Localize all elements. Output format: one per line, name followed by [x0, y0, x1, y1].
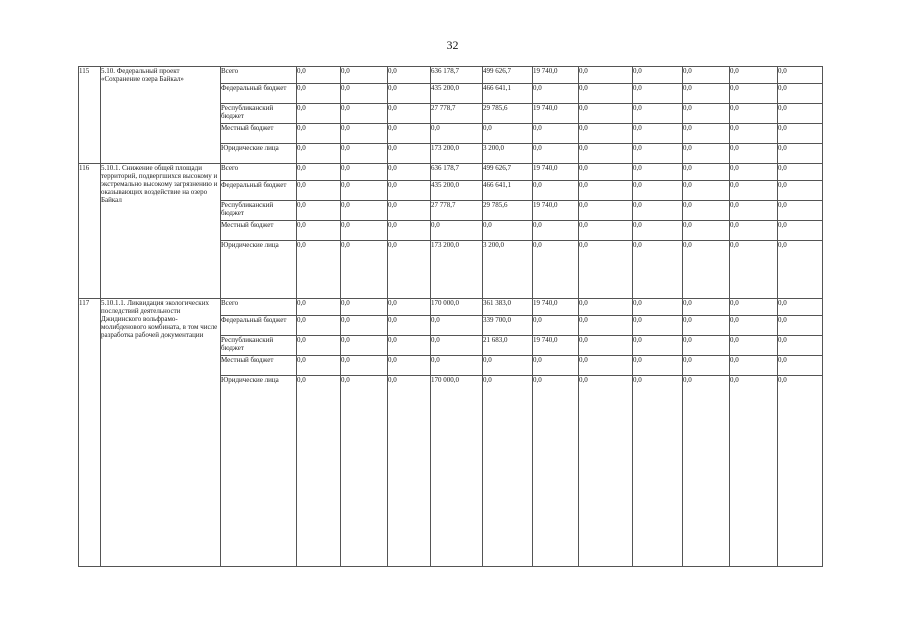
value-cell: 19 740,0 [533, 201, 579, 221]
value-cell: 0,0 [388, 104, 431, 124]
value-cell: 0,0 [483, 356, 533, 376]
value-cell: 0,0 [778, 181, 823, 201]
value-cell: 0,0 [483, 221, 533, 241]
value-cell: 0,0 [683, 104, 730, 124]
value-cell: 0,0 [633, 299, 683, 316]
value-cell: 0,0 [297, 84, 341, 104]
value-cell: 0,0 [341, 181, 388, 201]
value-cell: 0,0 [633, 144, 683, 164]
value-cell: 0,0 [683, 201, 730, 221]
value-cell: 361 383,0 [483, 299, 533, 316]
table-row [79, 67, 823, 84]
value-cell: 0,0 [730, 221, 778, 241]
row-number: 115 [79, 67, 101, 164]
funding-source: Юридические лица [221, 241, 297, 299]
value-cell: 0,0 [388, 181, 431, 201]
value-cell: 3 200,0 [483, 241, 533, 299]
value-cell: 0,0 [579, 67, 633, 84]
funding-source: Федеральный бюджет [221, 316, 297, 336]
value-cell: 0,0 [388, 356, 431, 376]
funding-source: Юридические лица [221, 144, 297, 164]
value-cell: 0,0 [297, 201, 341, 221]
value-cell: 0,0 [633, 104, 683, 124]
value-cell: 173 200,0 [431, 241, 483, 299]
value-cell: 0,0 [633, 164, 683, 181]
value-cell: 0,0 [778, 221, 823, 241]
value-cell: 0,0 [579, 221, 633, 241]
activity-name: 5.10.1. Снижение общей площади территорий, подвергшихся высокому и экстремально высокому загрязнению и оказывающих воздействие на озеро Байкал [101, 164, 221, 299]
value-cell: 636 178,7 [431, 164, 483, 181]
value-cell: 0,0 [341, 67, 388, 84]
value-cell: 0,0 [579, 144, 633, 164]
value-cell: 0,0 [730, 84, 778, 104]
value-cell: 0,0 [388, 299, 431, 316]
value-cell: 0,0 [683, 376, 730, 567]
value-cell: 0,0 [579, 376, 633, 567]
funding-source: Федеральный бюджет [221, 84, 297, 104]
value-cell: 0,0 [533, 144, 579, 164]
funding-source: Республиканский бюджет [221, 336, 297, 356]
value-cell: 0,0 [341, 144, 388, 164]
value-cell: 0,0 [297, 164, 341, 181]
value-cell: 0,0 [633, 336, 683, 356]
value-cell: 0,0 [579, 241, 633, 299]
value-cell: 0,0 [533, 376, 579, 567]
value-cell: 0,0 [778, 356, 823, 376]
value-cell: 0,0 [633, 84, 683, 104]
value-cell: 0,0 [730, 376, 778, 567]
value-cell: 0,0 [579, 84, 633, 104]
value-cell: 173 200,0 [431, 144, 483, 164]
value-cell: 0,0 [533, 241, 579, 299]
value-cell: 21 683,0 [483, 336, 533, 356]
value-cell: 0,0 [730, 356, 778, 376]
value-cell: 0,0 [297, 376, 341, 567]
value-cell: 0,0 [297, 67, 341, 84]
value-cell: 0,0 [633, 316, 683, 336]
value-cell: 0,0 [431, 316, 483, 336]
value-cell: 0,0 [683, 84, 730, 104]
value-cell: 0,0 [533, 356, 579, 376]
value-cell: 0,0 [341, 356, 388, 376]
value-cell: 170 000,0 [431, 299, 483, 316]
value-cell: 0,0 [778, 201, 823, 221]
value-cell: 0,0 [297, 221, 341, 241]
value-cell: 0,0 [579, 124, 633, 144]
value-cell: 0,0 [388, 221, 431, 241]
table-row [79, 299, 823, 316]
value-cell: 0,0 [388, 376, 431, 567]
value-cell: 0,0 [730, 299, 778, 316]
value-cell: 339 700,0 [483, 316, 533, 336]
value-cell: 0,0 [297, 336, 341, 356]
value-cell: 435 200,0 [431, 181, 483, 201]
value-cell: 0,0 [341, 221, 388, 241]
value-cell: 0,0 [778, 376, 823, 567]
value-cell: 0,0 [730, 104, 778, 124]
value-cell: 0,0 [533, 181, 579, 201]
value-cell: 0,0 [778, 164, 823, 181]
value-cell: 0,0 [778, 104, 823, 124]
value-cell: 0,0 [388, 124, 431, 144]
value-cell: 0,0 [297, 316, 341, 336]
value-cell: 0,0 [533, 84, 579, 104]
value-cell: 0,0 [633, 376, 683, 567]
value-cell: 0,0 [683, 221, 730, 241]
funding-source: Местный бюджет [221, 356, 297, 376]
value-cell: 466 641,1 [483, 181, 533, 201]
value-cell: 0,0 [683, 356, 730, 376]
value-cell: 0,0 [579, 201, 633, 221]
value-cell: 19 740,0 [533, 336, 579, 356]
value-cell: 499 626,7 [483, 67, 533, 84]
value-cell: 0,0 [683, 67, 730, 84]
value-cell: 0,0 [341, 316, 388, 336]
row-number: 116 [79, 164, 101, 299]
value-cell: 0,0 [297, 124, 341, 144]
value-cell: 0,0 [683, 241, 730, 299]
value-cell: 19 740,0 [533, 299, 579, 316]
table-row [79, 164, 823, 181]
value-cell: 0,0 [730, 316, 778, 336]
value-cell: 0,0 [341, 336, 388, 356]
value-cell: 0,0 [683, 164, 730, 181]
funding-source: Всего [221, 299, 297, 316]
funding-source: Федеральный бюджет [221, 181, 297, 201]
funding-source: Местный бюджет [221, 221, 297, 241]
activity-name: 5.10.1.1. Ликвидация экологических последствий деятельности Джидинского вольфрамо-молибденового комбината, в том числе разработка рабочей документации [101, 299, 221, 567]
value-cell: 0,0 [730, 144, 778, 164]
funding-source: Местный бюджет [221, 124, 297, 144]
value-cell: 0,0 [633, 356, 683, 376]
value-cell: 0,0 [388, 67, 431, 84]
value-cell: 0,0 [297, 104, 341, 124]
row-number: 117 [79, 299, 101, 567]
value-cell: 0,0 [778, 84, 823, 104]
value-cell: 0,0 [730, 124, 778, 144]
value-cell: 0,0 [431, 221, 483, 241]
funding-source: Республиканский бюджет [221, 104, 297, 124]
value-cell: 0,0 [579, 181, 633, 201]
page-number: 32 [446, 38, 459, 52]
value-cell: 0,0 [730, 201, 778, 221]
value-cell: 0,0 [341, 299, 388, 316]
value-cell: 0,0 [579, 316, 633, 336]
value-cell: 19 740,0 [533, 164, 579, 181]
value-cell: 0,0 [388, 201, 431, 221]
funding-source: Республиканский бюджет [221, 201, 297, 221]
value-cell: 499 626,7 [483, 164, 533, 181]
value-cell: 0,0 [388, 316, 431, 336]
value-cell: 0,0 [533, 316, 579, 336]
value-cell: 0,0 [778, 299, 823, 316]
value-cell: 0,0 [633, 67, 683, 84]
value-cell: 29 785,6 [483, 104, 533, 124]
value-cell: 0,0 [388, 241, 431, 299]
value-cell: 0,0 [431, 124, 483, 144]
value-cell: 0,0 [341, 376, 388, 567]
value-cell: 0,0 [297, 299, 341, 316]
value-cell: 0,0 [778, 336, 823, 356]
value-cell: 0,0 [633, 181, 683, 201]
value-cell: 0,0 [483, 124, 533, 144]
value-cell: 0,0 [341, 164, 388, 181]
value-cell: 0,0 [778, 124, 823, 144]
value-cell: 0,0 [579, 164, 633, 181]
value-cell: 27 778,7 [431, 201, 483, 221]
funding-source: Всего [221, 67, 297, 84]
value-cell: 0,0 [579, 336, 633, 356]
funding-source: Юридические лица [221, 376, 297, 567]
value-cell: 0,0 [297, 181, 341, 201]
value-cell: 0,0 [730, 67, 778, 84]
value-cell: 636 178,7 [431, 67, 483, 84]
value-cell: 0,0 [579, 299, 633, 316]
value-cell: 0,0 [778, 67, 823, 84]
value-cell: 0,0 [730, 336, 778, 356]
value-cell: 0,0 [533, 124, 579, 144]
value-cell: 0,0 [633, 201, 683, 221]
value-cell: 0,0 [388, 336, 431, 356]
value-cell: 0,0 [297, 241, 341, 299]
budget-table [78, 66, 823, 567]
value-cell: 0,0 [388, 84, 431, 104]
value-cell: 0,0 [730, 241, 778, 299]
value-cell: 0,0 [579, 104, 633, 124]
value-cell: 0,0 [778, 144, 823, 164]
value-cell: 19 740,0 [533, 104, 579, 124]
value-cell: 0,0 [533, 221, 579, 241]
value-cell: 0,0 [730, 164, 778, 181]
value-cell: 170 000,0 [431, 376, 483, 567]
value-cell: 0,0 [683, 181, 730, 201]
value-cell: 0,0 [431, 336, 483, 356]
value-cell: 0,0 [683, 299, 730, 316]
value-cell: 0,0 [388, 164, 431, 181]
value-cell: 0,0 [778, 316, 823, 336]
value-cell: 0,0 [297, 356, 341, 376]
value-cell: 0,0 [778, 241, 823, 299]
value-cell: 435 200,0 [431, 84, 483, 104]
value-cell: 0,0 [683, 316, 730, 336]
value-cell: 0,0 [341, 104, 388, 124]
value-cell: 0,0 [730, 181, 778, 201]
value-cell: 0,0 [341, 84, 388, 104]
value-cell: 3 200,0 [483, 144, 533, 164]
value-cell: 0,0 [341, 124, 388, 144]
value-cell: 0,0 [341, 201, 388, 221]
value-cell: 0,0 [633, 124, 683, 144]
value-cell: 27 778,7 [431, 104, 483, 124]
value-cell: 0,0 [579, 356, 633, 376]
value-cell: 0,0 [683, 336, 730, 356]
funding-source: Всего [221, 164, 297, 181]
value-cell: 0,0 [297, 144, 341, 164]
value-cell: 466 641,1 [483, 84, 533, 104]
value-cell: 0,0 [483, 376, 533, 567]
activity-name: 5.10. Федеральный проект «Сохранение озера Байкал» [101, 67, 221, 164]
value-cell: 29 785,6 [483, 201, 533, 221]
value-cell: 19 740,0 [533, 67, 579, 84]
value-cell: 0,0 [388, 144, 431, 164]
value-cell: 0,0 [683, 124, 730, 144]
value-cell: 0,0 [633, 241, 683, 299]
value-cell: 0,0 [683, 144, 730, 164]
value-cell: 0,0 [431, 356, 483, 376]
value-cell: 0,0 [341, 241, 388, 299]
value-cell: 0,0 [633, 221, 683, 241]
